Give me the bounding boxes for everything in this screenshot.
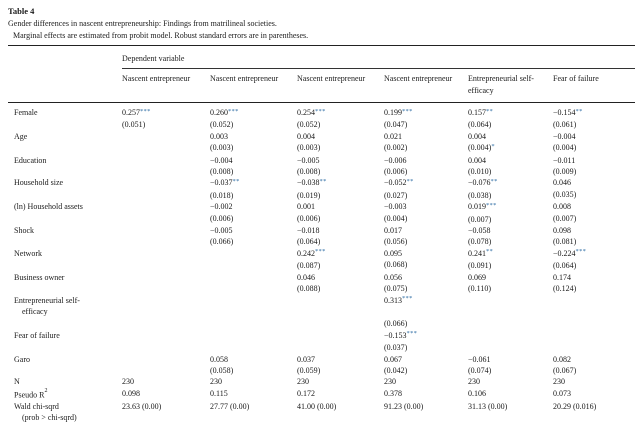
significance-stars: *** [228, 107, 239, 115]
coefficient: −0.004 [210, 155, 233, 165]
standard-error: (0.002) [384, 143, 408, 153]
value-cell [468, 272, 553, 295]
standard-error: (0.058) [210, 365, 234, 375]
value-cell [210, 103, 297, 131]
significance-stars: *** [406, 330, 418, 338]
stat-value-cell [384, 376, 468, 387]
stat-label: Wald chi-sqrd (prob > chi-sqrd) [14, 401, 77, 423]
standard-error: (0.004) [553, 143, 577, 153]
coefficient: −0.058 [468, 226, 491, 236]
coefficient: 0.058 [210, 354, 228, 364]
table-row [8, 103, 635, 131]
coefficient: 0.082 [553, 354, 571, 364]
value-cell [468, 103, 553, 131]
coefficient: 0.019 [468, 202, 486, 212]
row-label: Network [14, 248, 42, 258]
stat-value: 0.378 [384, 388, 402, 398]
standard-error: (0.064) [468, 120, 492, 130]
standard-error: (0.088) [297, 284, 321, 294]
value-cell [122, 225, 210, 248]
coefficient: 0.242 [297, 248, 315, 258]
column-header-6: Fear of failure [553, 69, 635, 103]
stat-value-cell [553, 376, 635, 387]
coefficient: 0.174 [553, 272, 571, 282]
value-cell [122, 295, 210, 330]
stat-row [8, 388, 635, 401]
column-header-2: Nascent entrepreneur [210, 69, 297, 103]
coefficient: −0.006 [384, 155, 407, 165]
standard-error: (0.074) [468, 365, 492, 375]
value-cell [384, 131, 468, 155]
value-cell [553, 330, 635, 354]
standard-error: (0.042) [384, 365, 408, 375]
stat-label: Pseudo $R^2$ [14, 387, 48, 400]
standard-error: (0.008) [210, 167, 234, 177]
standard-error: (0.059) [297, 365, 321, 375]
coefficient: −0.003 [384, 202, 407, 212]
stat-value: 230 [122, 377, 134, 387]
column-header-3: Nascent entrepreneur [297, 69, 384, 103]
value-cell [122, 354, 210, 377]
table-row [8, 248, 635, 272]
stat-value-cell [122, 388, 210, 401]
row-label: (ln) Household assets [14, 202, 83, 212]
coefficient: 0.067 [384, 354, 402, 364]
value-cell [210, 225, 297, 248]
stat-value: 91.23 (0.00) [384, 401, 424, 411]
value-cell [122, 272, 210, 295]
stat-value-cell [210, 401, 297, 425]
stat-value: 20.29 (0.016) [553, 401, 597, 411]
coefficient: 0.241 [468, 248, 486, 258]
stat-value-cell [468, 376, 553, 387]
coefficient: 0.313 [384, 295, 402, 305]
value-cell [468, 354, 553, 377]
coefficient: −0.154 [553, 108, 576, 117]
value-cell [468, 330, 553, 354]
coefficient: 0.095 [384, 248, 402, 258]
stat-value-cell [122, 376, 210, 387]
table-row [8, 177, 635, 201]
standard-error: (0.051) [122, 120, 146, 130]
value-cell [210, 177, 297, 201]
row-label: Garo [14, 354, 30, 364]
coefficient: −0.002 [210, 202, 233, 212]
coefficient: 0.098 [553, 226, 571, 236]
standard-error: (0.006) [297, 213, 321, 223]
standard-error: (0.066) [210, 237, 234, 247]
coefficient: −0.011 [553, 155, 576, 165]
stat-value-cell [384, 388, 468, 401]
coefficient: 0.254 [297, 108, 315, 117]
significance-stars: *** [486, 201, 497, 209]
significance-stars: *** [402, 295, 413, 302]
significance-stars: ** [319, 177, 327, 185]
table-row [8, 225, 635, 248]
table-title: Table 4 [8, 6, 35, 16]
table-row [8, 330, 635, 354]
coefficient: 0.021 [384, 131, 402, 141]
standard-error: (0.091) [468, 261, 492, 271]
coefficient: 0.199 [384, 108, 402, 117]
value-cell [384, 272, 468, 295]
value-cell [122, 201, 210, 225]
empty-corner-cell [8, 46, 122, 69]
value-cell [384, 354, 468, 377]
stat-value-cell [553, 388, 635, 401]
value-cell [297, 248, 384, 272]
value-cell [553, 248, 635, 272]
standard-error: (0.010) [468, 167, 492, 177]
standard-error: (0.007) [468, 214, 492, 224]
stat-value-cell [297, 401, 384, 425]
standard-error: (0.110) [468, 284, 492, 294]
significance-stars: ** [232, 177, 240, 185]
significance-stars: *** [575, 248, 587, 256]
empty-label-header [8, 69, 122, 103]
coefficient: 0.069 [468, 272, 486, 282]
coefficient: 0.037 [297, 354, 315, 364]
stat-value: 230 [553, 377, 565, 387]
stat-row [8, 401, 635, 425]
standard-error: (0.006) [384, 167, 408, 177]
significance-stars: ** [486, 107, 494, 115]
standard-error: (0.008) [297, 167, 321, 177]
value-cell [384, 248, 468, 272]
stat-value-cell [210, 388, 297, 401]
significance-stars: * [491, 142, 495, 150]
value-cell [210, 248, 297, 272]
value-cell [122, 155, 210, 178]
results-table [8, 46, 635, 425]
significance-stars: ** [575, 107, 583, 115]
stat-value: 0.115 [210, 388, 228, 398]
value-cell [122, 248, 210, 272]
value-cell [553, 354, 635, 377]
coefficient: −0.061 [468, 354, 491, 364]
coefficient: 0.003 [210, 131, 228, 141]
stat-value-cell [297, 376, 384, 387]
table-row [8, 131, 635, 155]
value-cell [384, 177, 468, 201]
coefficient: −0.037 [210, 178, 233, 188]
coefficient: −0.005 [297, 155, 320, 165]
standard-error: (0.003) [210, 143, 234, 153]
stat-row [8, 376, 635, 387]
stat-value-cell [468, 401, 553, 425]
row-label: Fear of failure [14, 330, 60, 340]
stat-value: 31.13 (0.00) [468, 401, 508, 411]
stat-value-cell [468, 388, 553, 401]
standard-error: (0.004) [384, 213, 408, 223]
stat-value: 230 [384, 377, 396, 387]
table-caption: Gender differences in nascent entrepreneurship: Findings from matrilineal societies. [8, 19, 277, 28]
value-cell [384, 330, 468, 354]
standard-error: (0.035) [553, 189, 577, 199]
value-cell [122, 103, 210, 131]
row-label: Business owner [14, 272, 65, 282]
value-cell [297, 131, 384, 155]
standard-error: (0.003) [297, 143, 321, 153]
significance-stars: ** [486, 248, 494, 256]
coefficient: −0.038 [297, 178, 320, 188]
value-cell [297, 295, 384, 330]
stat-value: 0.073 [553, 388, 571, 398]
coefficient: −0.076 [468, 178, 491, 188]
value-cell [210, 155, 297, 178]
standard-error: (0.007) [553, 213, 577, 223]
value-cell [210, 201, 297, 225]
coefficient: 0.004 [468, 131, 486, 141]
coefficient: 0.001 [297, 202, 315, 212]
stat-value-cell [384, 401, 468, 425]
table-note: Marginal effects are estimated from probit model. Robust standard errors are in parentheses. [13, 31, 309, 40]
column-header-1: Nascent entrepreneur [122, 69, 210, 103]
stat-label: N [14, 377, 20, 387]
value-cell [297, 155, 384, 178]
value-cell [297, 177, 384, 201]
coefficient: 0.157 [468, 108, 486, 117]
standard-error: (0.004) [468, 143, 492, 153]
coefficient: −0.224 [553, 248, 576, 258]
standard-error: (0.009) [553, 167, 577, 177]
significance-stars: ** [490, 177, 498, 185]
standard-error: (0.061) [553, 120, 577, 130]
significance-stars: *** [140, 107, 151, 115]
standard-error: (0.052) [297, 120, 321, 130]
value-cell [468, 295, 553, 330]
span-header-row [8, 46, 635, 69]
table-row [8, 155, 635, 178]
value-cell [553, 155, 635, 178]
dependent-variable-label: Dependent variable [122, 54, 185, 63]
value-cell [384, 295, 468, 330]
value-cell [468, 201, 553, 225]
value-cell [297, 354, 384, 377]
value-cell [553, 201, 635, 225]
value-cell [122, 177, 210, 201]
standard-error: (0.087) [297, 261, 321, 271]
column-header-4: Nascent entrepreneur [384, 69, 468, 103]
value-cell [297, 225, 384, 248]
row-label: Age [14, 131, 28, 141]
stat-value: 41.00 (0.00) [297, 401, 337, 411]
value-cell [122, 330, 210, 354]
significance-stars: *** [402, 107, 413, 115]
row-label: Female [14, 108, 38, 117]
coefficient: −0.153 [384, 330, 407, 340]
value-cell [210, 272, 297, 295]
value-cell [553, 295, 635, 330]
value-cell [297, 103, 384, 131]
value-cell [384, 103, 468, 131]
coefficient: −0.005 [210, 226, 233, 236]
row-label: Entrepreneurial self- efficacy [14, 295, 80, 316]
coefficient: 0.046 [297, 272, 315, 282]
value-cell [384, 225, 468, 248]
coefficient: −0.052 [384, 178, 407, 188]
superscript: 2 [44, 387, 48, 394]
value-cell [297, 272, 384, 295]
table-row [8, 201, 635, 225]
coefficient: 0.257 [122, 108, 140, 117]
value-cell [553, 131, 635, 155]
standard-error: (0.078) [468, 237, 492, 247]
value-cell [210, 131, 297, 155]
stat-value: 230 [468, 377, 480, 387]
coefficient: −0.004 [553, 131, 576, 141]
stat-value: 230 [297, 377, 309, 387]
coefficient: 0.017 [384, 226, 402, 236]
value-cell [122, 131, 210, 155]
standard-error: (0.052) [210, 120, 234, 130]
standard-error: (0.056) [384, 237, 408, 247]
value-cell [468, 248, 553, 272]
stat-value-cell [297, 388, 384, 401]
value-cell [468, 155, 553, 178]
column-header-5: Entrepreneurial self-efficacy [468, 69, 553, 103]
stat-value: 0.172 [297, 388, 315, 398]
stat-value: 0.106 [468, 388, 486, 398]
value-cell [210, 295, 297, 330]
stat-value-cell [122, 401, 210, 425]
value-cell [210, 354, 297, 377]
value-cell [553, 103, 635, 131]
value-cell [297, 330, 384, 354]
standard-error: (0.066) [384, 319, 408, 329]
standard-error: (0.019) [297, 190, 321, 200]
value-cell [468, 131, 553, 155]
standard-error: (0.006) [210, 213, 234, 223]
table-row [8, 354, 635, 377]
stat-value-cell [210, 376, 297, 387]
coefficient: 0.046 [553, 178, 571, 188]
coefficient: 0.056 [384, 272, 402, 282]
standard-error: (0.018) [210, 190, 234, 200]
column-header-row [8, 69, 635, 103]
row-label: Shock [14, 226, 34, 236]
standard-error: (0.075) [384, 284, 408, 294]
standard-error: (0.037) [384, 343, 408, 353]
standard-error: (0.038) [468, 190, 492, 200]
value-cell [553, 225, 635, 248]
stat-value: 230 [210, 377, 222, 387]
standard-error: (0.068) [384, 260, 408, 270]
value-cell [297, 201, 384, 225]
standard-error: (0.027) [384, 190, 408, 200]
value-cell [553, 177, 635, 201]
standard-error: (0.064) [553, 261, 577, 271]
stat-value: 27.77 (0.00) [210, 401, 250, 411]
value-cell [384, 155, 468, 178]
value-cell [468, 177, 553, 201]
stat-value: 0.098 [122, 388, 140, 398]
significance-stars: ** [406, 177, 414, 185]
coefficient: 0.260 [210, 108, 228, 117]
significance-stars: *** [315, 248, 326, 256]
stat-value: 23.63 (0.00) [122, 401, 162, 411]
value-cell [553, 272, 635, 295]
table-row [8, 272, 635, 295]
dependent-variable-header [122, 46, 635, 69]
coefficient: 0.008 [553, 202, 571, 212]
row-label: Education [14, 155, 47, 165]
table-row [8, 295, 635, 330]
value-cell [210, 330, 297, 354]
standard-error: (0.067) [553, 365, 577, 375]
value-cell [384, 201, 468, 225]
value-cell [468, 225, 553, 248]
coefficient: −0.018 [297, 226, 320, 236]
standard-error: (0.064) [297, 237, 321, 247]
stat-value-cell [553, 401, 635, 425]
row-label: Household size [14, 178, 64, 188]
standard-error: (0.047) [384, 120, 408, 130]
coefficient: 0.004 [468, 155, 486, 165]
coefficient: 0.004 [297, 131, 315, 141]
standard-error: (0.081) [553, 237, 577, 247]
standard-error: (0.124) [553, 284, 577, 294]
significance-stars: *** [315, 107, 326, 115]
